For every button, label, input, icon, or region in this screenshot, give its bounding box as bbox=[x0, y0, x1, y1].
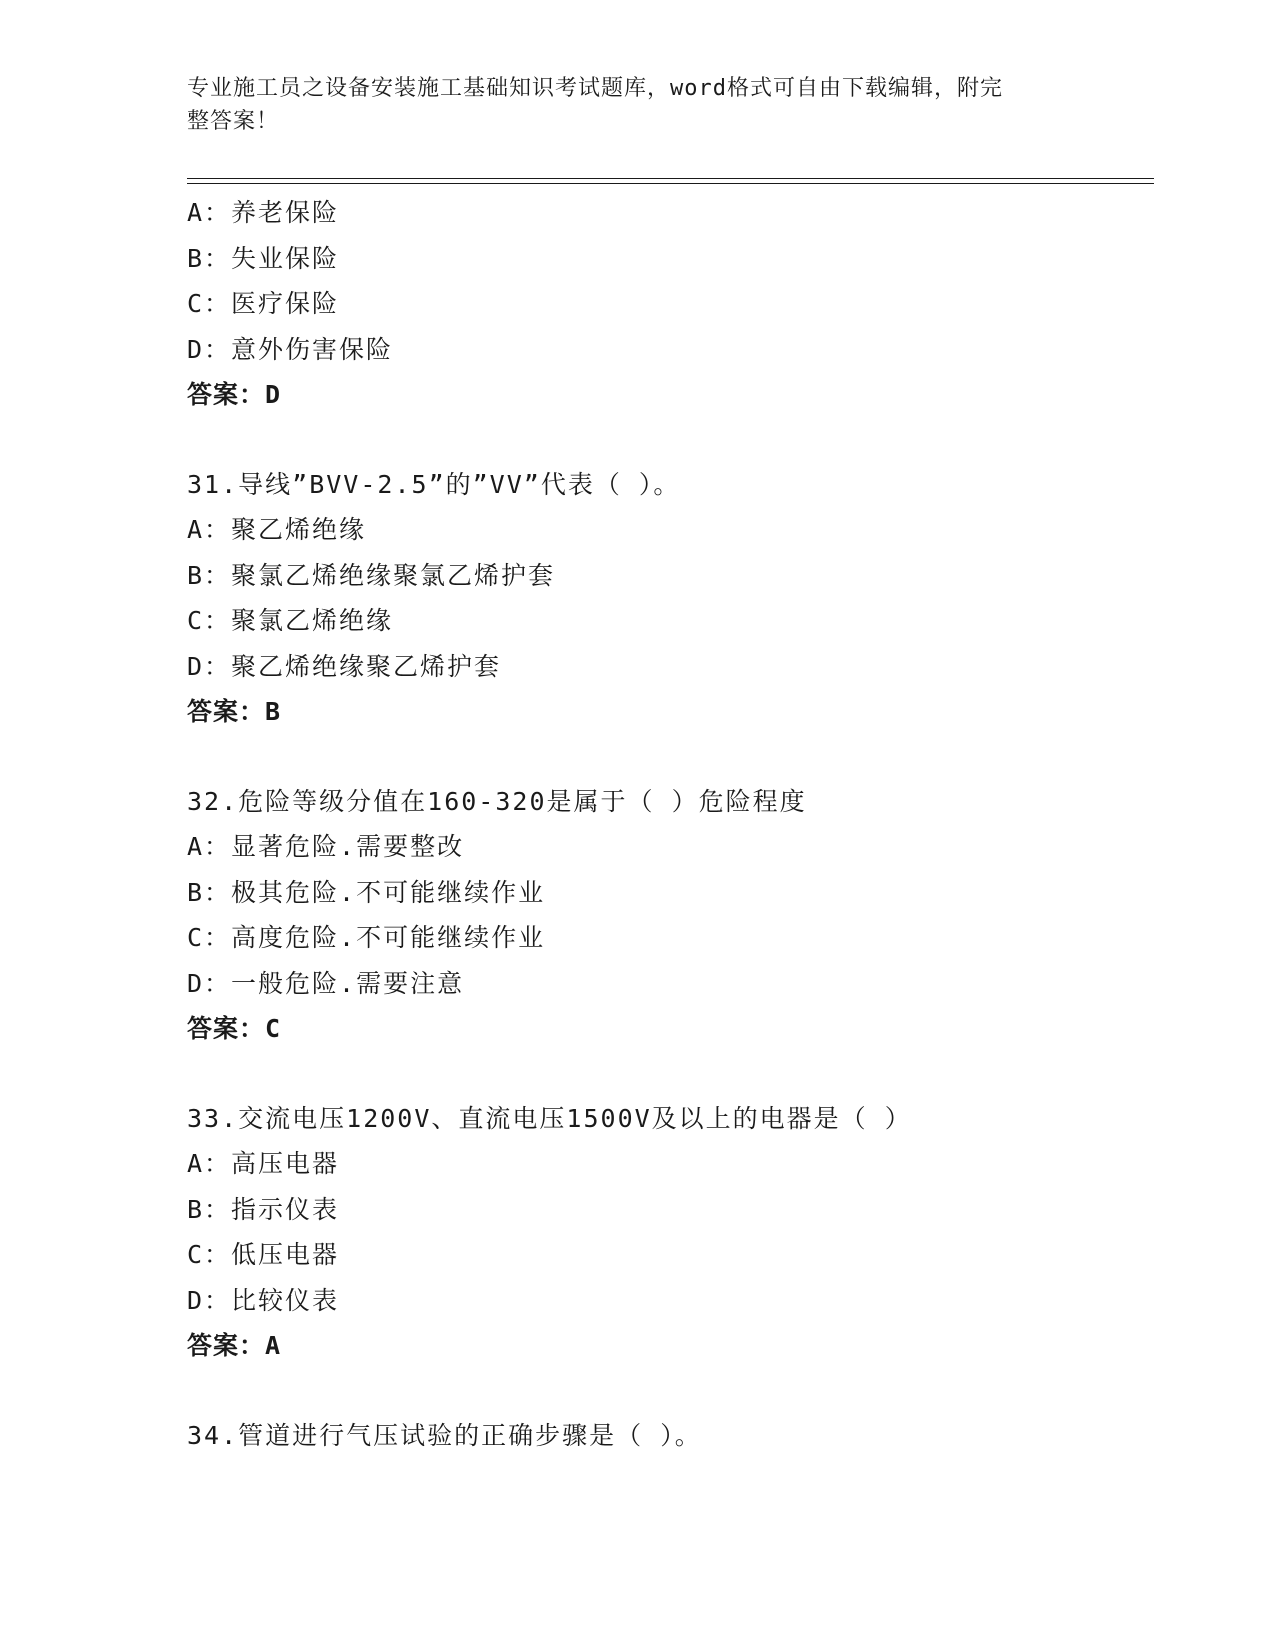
header-line-1: 专业施工员之设备安装施工基础知识考试题库，word格式可自由下载编辑，附完 bbox=[187, 76, 1003, 101]
question-block-31 bbox=[187, 462, 1157, 735]
answer-line: 答案：D bbox=[187, 380, 282, 409]
header-line-2: 整答案！ bbox=[187, 109, 280, 134]
question-block-34 bbox=[187, 1413, 1157, 1459]
option-c: C：医疗保险 bbox=[187, 289, 340, 318]
option-b: B：聚氯乙烯绝缘聚氯乙烯护套 bbox=[187, 560, 556, 590]
question-list bbox=[187, 190, 1157, 1458]
option-c: C：低压电器 bbox=[187, 1240, 340, 1269]
question-block-30 bbox=[187, 190, 1157, 418]
option-a: A：聚乙烯绝缘 bbox=[187, 515, 367, 544]
question-text: 31.导线”BVV-2.5”的”VV”代表（ ）。 bbox=[187, 469, 681, 499]
option-b: B：失业保险 bbox=[187, 243, 340, 273]
option-c: C：高度危险.不可能继续作业 bbox=[187, 923, 546, 952]
header-divider-bottom bbox=[187, 183, 1154, 184]
question-text: 33.交流电压1200V、直流电压1500V及以上的电器是（ ） bbox=[187, 1103, 912, 1133]
option-d: D：一般危险.需要注意 bbox=[187, 968, 465, 998]
option-a: A：高压电器 bbox=[187, 1149, 340, 1178]
option-a: A：显著危险.需要整改 bbox=[187, 832, 465, 861]
answer-line: 答案：B bbox=[187, 697, 282, 726]
question-block-32 bbox=[187, 779, 1157, 1052]
spacer bbox=[187, 735, 1157, 779]
option-d: D：意外伤害保险 bbox=[187, 334, 394, 364]
question-block-33 bbox=[187, 1096, 1157, 1369]
option-d: D：聚乙烯绝缘聚乙烯护套 bbox=[187, 651, 502, 681]
option-a: A：养老保险 bbox=[187, 198, 340, 227]
header-divider-top bbox=[187, 178, 1154, 179]
spacer bbox=[187, 1052, 1157, 1096]
option-d: D：比较仪表 bbox=[187, 1285, 340, 1315]
answer-line: 答案：C bbox=[187, 1014, 282, 1043]
spacer bbox=[187, 418, 1157, 462]
option-b: B：极其危险.不可能继续作业 bbox=[187, 877, 546, 907]
question-text: 34.管道进行气压试验的正确步骤是（ ）。 bbox=[187, 1420, 702, 1450]
option-b: B：指示仪表 bbox=[187, 1194, 340, 1224]
question-text: 32.危险等级分值在160-320是属于（ ）危险程度 bbox=[187, 786, 807, 816]
document-header bbox=[187, 72, 1087, 138]
option-c: C：聚氯乙烯绝缘 bbox=[187, 606, 394, 635]
answer-line: 答案：A bbox=[187, 1331, 282, 1360]
spacer bbox=[187, 1369, 1157, 1413]
